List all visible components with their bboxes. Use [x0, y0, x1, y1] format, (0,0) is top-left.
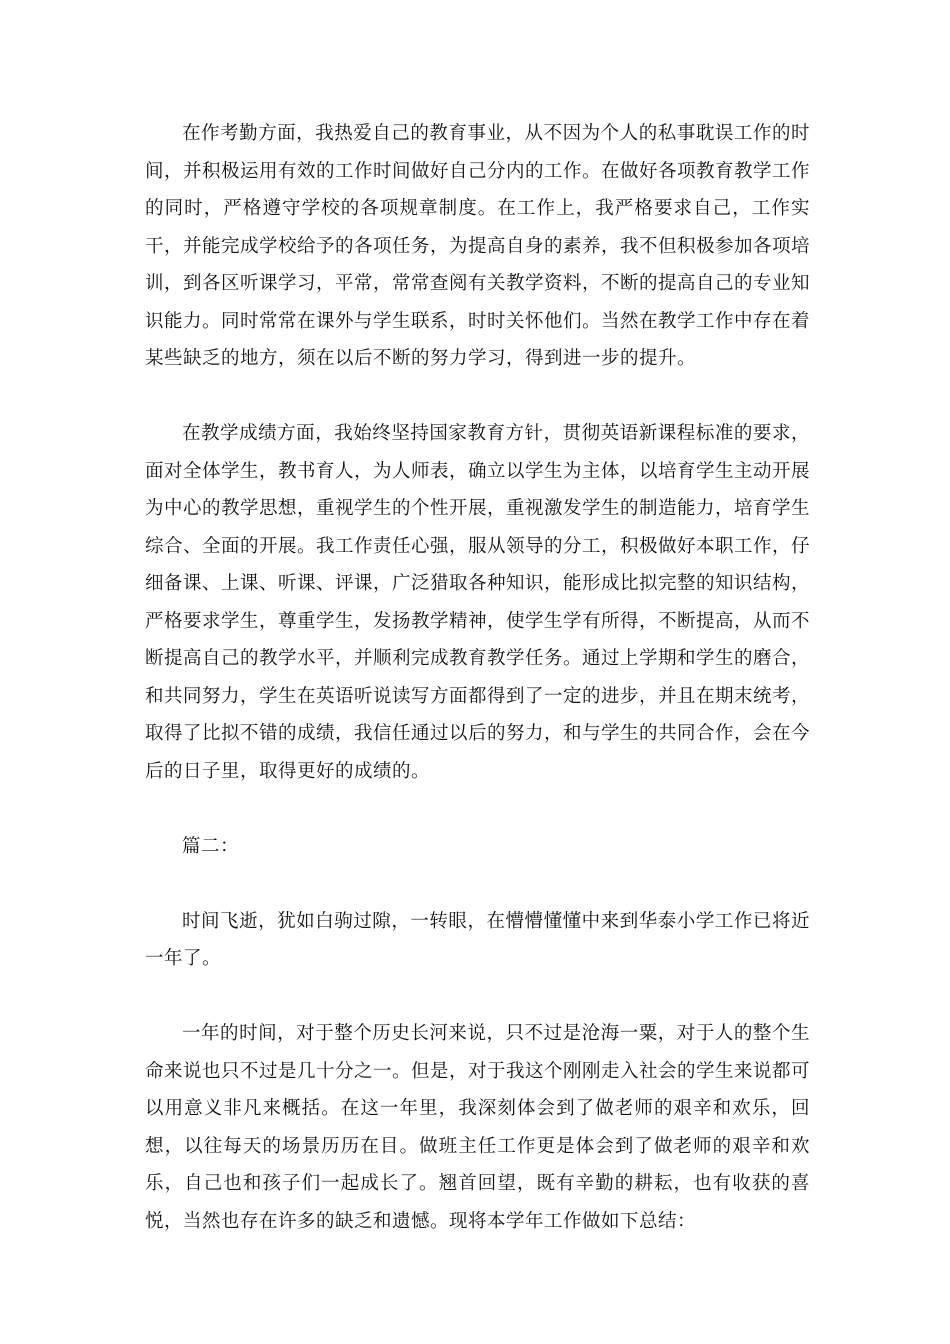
paragraph-teaching-results: 在教学成绩方面，我始终坚持国家教育方针，贯彻英语新课程标准的要求，面对全体学生，教书育人，为人师表，确立以学生为主体，以培育学生主动开展为中心的教学思想，重视学生的个性开展，重视激发学生的制造能力，培育学生综合、全面的开展。我工作责任心强，服从领导的分工，积极做好本职工作，仔细备课、上课、听课、评课，广泛猎取各种知识，能形成比拟完整的知识结构，严格要求学生，尊重学生，发扬教学精神，使学生学有所得，不断提高，从而不断提高自己的教学水平，并顺利完成教育教学任务。通过上学期和学生的磨合，和共同努力，学生在英语听说读写方面都得到了一定的进步，并且在期末统考，取得了比拟不错的成绩，我信任通过以后的努力，和与学生的共同合作，会在今后的日子里，取得更好的成绩的。	[145, 423, 811, 782]
paragraph-one-year: 一年的时间，对于整个历史长河来说，只不过是沧海一粟，对于人的整个生命来说也只不过是几十分之一。但是，对于我这个刚刚走入社会的学生来说都可以用意义非凡来概括。在这一年里，我深刻体会到了做老师的艰辛和欢乐，回想，以往每天的场景历历在目。做班主任工作更是体会到了做老师的艰辛和欢乐，自己也和孩子们一起成长了。翘首回望，既有辛勤的耕耘，也有收获的喜悦，当然也存在许多的缺乏和遗憾。现将本学年工作做如下总结：	[145, 1023, 811, 1232]
section-heading: 篇二：	[182, 835, 240, 857]
paragraph-attendance: 在作考勤方面，我热爱自己的教育事业，从不因为个人的私事耽误工作的时间，并积极运用有效的工作时间做好自己分内的工作。在做好各项教育教学工作的同时，严格遵守学校的各项规章制度。在工作上，我严格要求自己，工作实干，并能完成学校给予的各项任务，为提高自身的素养，我不但积极参加各项培训，到各区听课学习，平常，常常查阅有关教学资料，不断的提高自己的专业知识能力。同时常常在课外与学生联系，时时关怀他们。当然在教学工作中存在着某些缺乏的地方，须在以后不断的努力学习，得到进一步的提升。	[145, 123, 811, 369]
document-body	[145, 115, 810, 1278]
paragraph-time-flies: 时间飞逝，犹如白驹过隙，一转眼，在懵懵懂懂中来到华泰小学工作已将近一年了。	[145, 910, 810, 969]
